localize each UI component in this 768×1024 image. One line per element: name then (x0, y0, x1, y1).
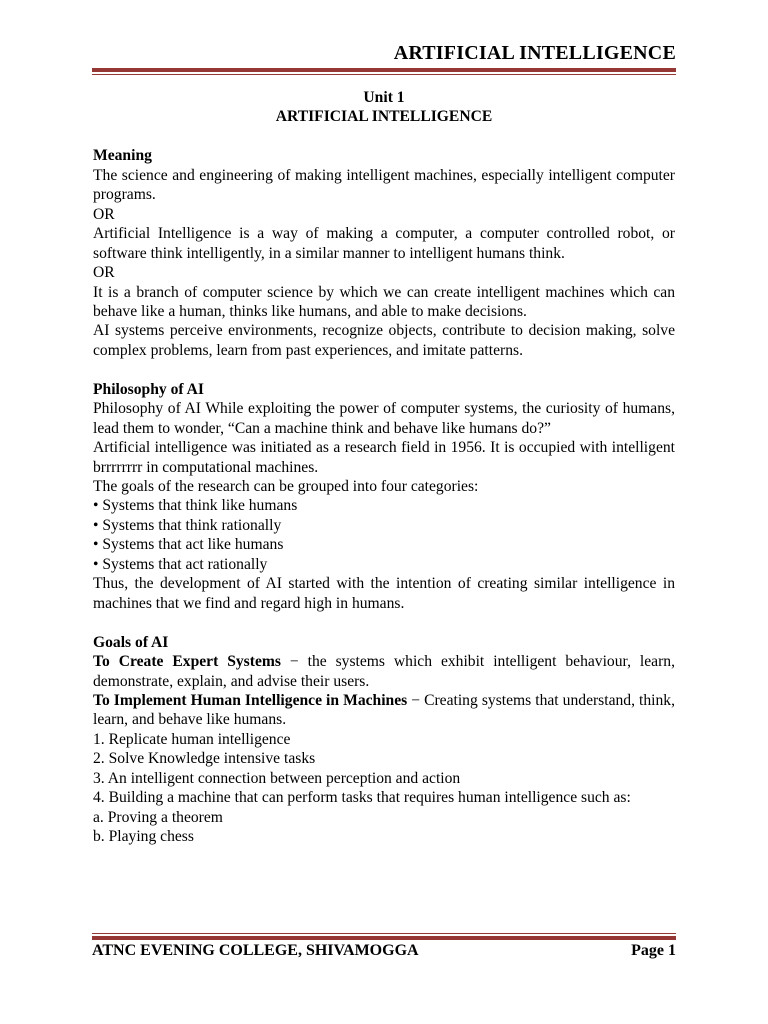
meaning-paragraph-4: AI systems perceive environments, recognize objects, contribute to decision making, solve complex problems, learn from past experiences, and imitate patterns. (93, 322, 675, 359)
philosophy-paragraph-3: The goals of the research can be grouped into four categories: (93, 478, 479, 496)
goal-human-intelligence (93, 691, 675, 730)
meaning-paragraph-3: It is a branch of computer science by which we can create intelligent machines which can behave like a human, thinks like humans, and able to make decisions. (93, 283, 675, 320)
unit-number: Unit 1 (363, 89, 405, 106)
list-item: a. Proving a theorem (93, 808, 223, 826)
page-body (93, 88, 675, 847)
philosophy-paragraph-4: Thus, the development of AI started with the intention of creating similar intelligence in machines that we find and regard high in humans. (93, 575, 675, 612)
list-item: • Systems that act rationally (93, 555, 268, 573)
list-item: • Systems that think rationally (93, 516, 282, 534)
unit-title: ARTIFICIAL INTELLIGENCE (275, 108, 493, 126)
page-number: Page 1 (631, 942, 676, 959)
goal-expert-systems-text: − the systems which exhibit intelligent behaviour, learn, demonstrate, explain, and advise their users. (93, 653, 675, 690)
list-item: b. Playing chess (93, 828, 194, 846)
footer-college: ATNC EVENING COLLEGE, SHIVAMOGGA (92, 942, 419, 959)
goal-human-intelligence-label: To Implement Human Intelligence in Machines (93, 692, 408, 709)
philosophy-paragraph-2: Artificial intelligence was initiated as a research field in 1956. It is occupied with intelligent brrrrrrrr in computational machines. (93, 439, 675, 476)
header-rule (92, 68, 676, 75)
footer-rule (92, 933, 676, 940)
meaning-paragraph-1: The science and engineering of making intelligent machines, especially intelligent computer programs. (93, 166, 675, 204)
running-header: ARTIFICIAL INTELLIGENCE (393, 42, 676, 64)
list-item: • Systems that act like humans (93, 536, 284, 554)
goal-expert-systems (93, 652, 675, 691)
list-item: 1. Replicate human intelligence (93, 730, 291, 748)
list-item: 4. Building a machine that can perform tasks that requires human intelligence such as: (93, 789, 631, 807)
list-item: 3. An intelligent connection between perception and action (93, 769, 461, 787)
or-separator-2: OR (93, 264, 115, 282)
philosophy-paragraph-1: Philosophy of AI While exploiting the power of computer systems, the curiosity of humans, lead them to wonder, “Can a machine think and behave like humans do?” (93, 400, 675, 437)
goal-human-intelligence-text: − Creating systems that understand, think, learn, and behave like humans. (93, 692, 675, 729)
or-separator-1: OR (93, 205, 115, 223)
list-item: • Systems that think like humans (93, 497, 298, 515)
philosophy-heading: Philosophy of AI (93, 380, 204, 398)
meaning-paragraph-2: Artificial Intelligence is a way of making a computer, a computer controlled robot, or software think intelligently, in a similar manner to intelligent humans think. (93, 225, 675, 262)
list-item: 2. Solve Knowledge intensive tasks (93, 750, 316, 768)
meaning-heading: Meaning (93, 147, 152, 165)
goal-expert-systems-label: To Create Expert Systems (93, 653, 281, 671)
goals-heading: Goals of AI (93, 633, 169, 651)
